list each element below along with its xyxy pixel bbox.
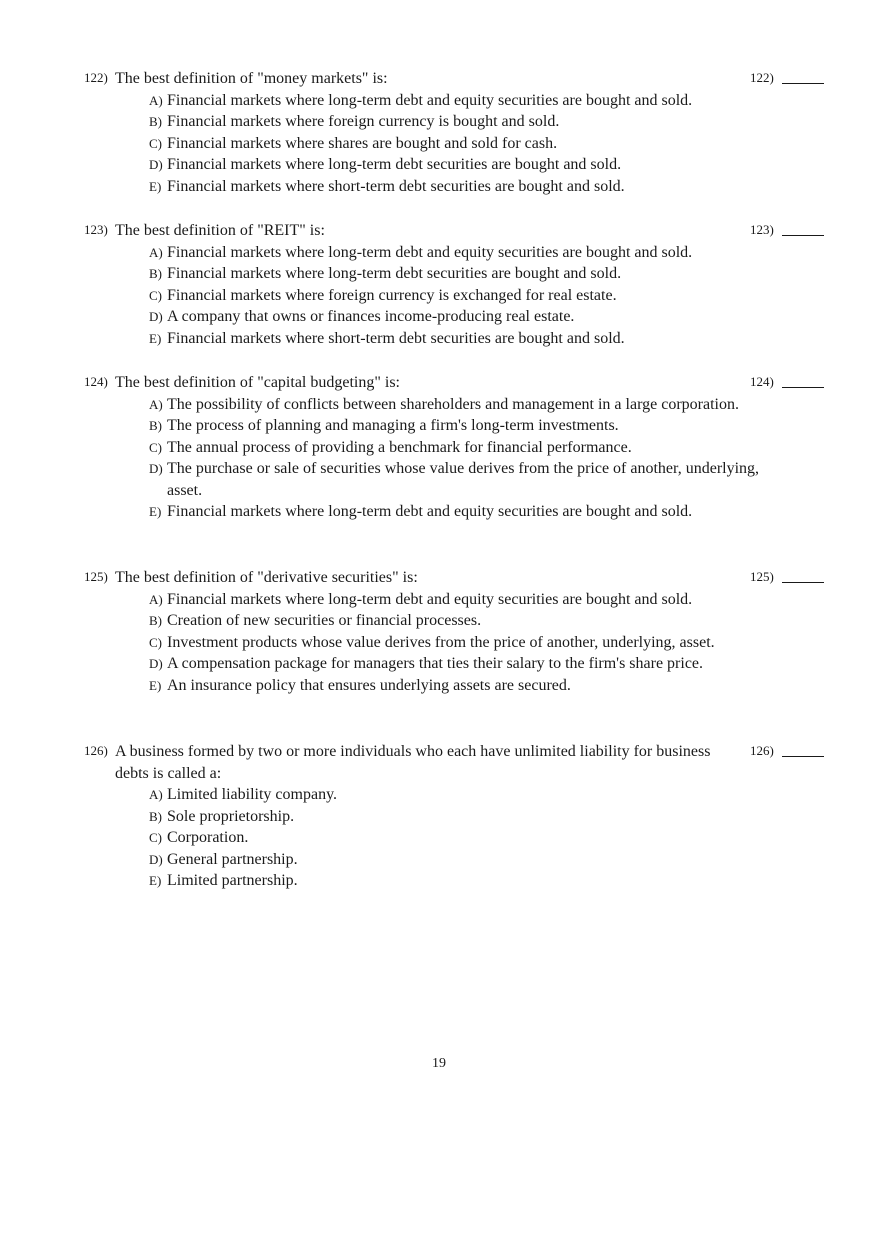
answer-blank[interactable] [782, 235, 824, 236]
choice-text: Financial markets where foreign currency is exchanged for real estate. [167, 286, 617, 304]
choice-letter: C) [149, 830, 162, 845]
choice-letter: B) [149, 418, 162, 433]
choice-list [84, 589, 844, 697]
answer-number: 122) [750, 70, 774, 85]
answer-number: 123) [750, 222, 774, 237]
choice-letter: C) [149, 135, 162, 151]
choice-letter: A) [149, 244, 163, 260]
choice-list [84, 394, 844, 523]
choice-text: Financial markets where shares are bought and sold for cash. [167, 134, 558, 152]
choice-d [84, 306, 767, 328]
choice-letter: B) [149, 808, 162, 824]
choice-text: Financial markets where long-term debt and equity securities are bought and sold. [167, 503, 693, 520]
choice-letter: E) [149, 504, 162, 519]
choice-letter: E) [149, 330, 162, 346]
answer-slot [750, 222, 840, 238]
choice-b [84, 610, 767, 632]
question-number: 125) [84, 569, 108, 584]
choice-text: Financial markets where long-term debt securities are bought and sold. [167, 265, 622, 282]
choice-text: Creation of new securities or financial processes. [167, 612, 482, 629]
choice-text: Financial markets where long-term debt and equity securities are bought and sold. [167, 243, 693, 261]
question-123 [84, 220, 844, 349]
choice-text: Financial markets where short-term debt securities are bought and sold. [167, 329, 625, 347]
question-122 [84, 68, 844, 197]
choice-e [84, 675, 767, 697]
question-number: 123) [84, 222, 108, 237]
question-number: 126) [84, 743, 108, 758]
choice-c [84, 827, 767, 849]
answer-slot [750, 70, 840, 86]
choice-text: An insurance policy that ensures underlying assets are secured. [167, 676, 571, 694]
choice-letter: C) [149, 634, 162, 650]
choice-letter: C) [149, 287, 162, 303]
choice-text: Sole proprietorship. [167, 807, 295, 825]
choice-d [84, 154, 767, 176]
question-number: 122) [84, 70, 108, 85]
choice-letter: E) [149, 178, 162, 194]
choice-letter: E) [149, 873, 162, 888]
choice-letter: D) [149, 309, 163, 324]
choice-letter: B) [149, 114, 162, 129]
choice-text: Corporation. [167, 829, 249, 846]
question-125 [84, 567, 844, 696]
choice-list [84, 242, 844, 350]
choice-b [84, 111, 767, 133]
choice-text: The possibility of conflicts between shareholders and management in a large corporation. [167, 395, 739, 413]
choice-text: Limited liability company. [167, 786, 338, 803]
answer-number: 124) [750, 374, 774, 389]
choice-c [84, 133, 767, 155]
choice-a [84, 394, 767, 416]
question-126 [84, 741, 844, 892]
choice-b [84, 415, 767, 437]
answer-blank[interactable] [782, 582, 824, 583]
choice-text: The process of planning and managing a firm's long-term investments. [167, 417, 619, 434]
choice-d [84, 458, 767, 501]
choice-text: Limited partnership. [167, 872, 298, 889]
choice-letter: A) [149, 92, 163, 108]
choice-text: A compensation package for managers that ties their salary to the firm's share price. [167, 655, 704, 672]
choice-text: General partnership. [167, 850, 298, 868]
choice-list [84, 90, 844, 198]
choice-text: Financial markets where foreign currency is bought and sold. [167, 113, 560, 130]
choice-letter: A) [149, 591, 163, 607]
choice-text: Financial markets where long-term debt and equity securities are bought and sold. [167, 91, 693, 109]
choice-c [84, 437, 767, 459]
choice-c [84, 632, 767, 654]
choice-letter: A) [149, 396, 163, 412]
choice-letter: D) [149, 851, 163, 867]
choice-a [84, 242, 767, 264]
answer-slot [750, 374, 840, 390]
question-124 [84, 372, 844, 523]
choice-b [84, 263, 767, 285]
choice-text: Financial markets where long-term debt securities are bought and sold. [167, 156, 622, 173]
choice-letter: B) [149, 266, 162, 281]
choice-text: The purchase or sale of securities whose value derives from the price of another, underlying, asset. [167, 460, 760, 499]
choice-d [84, 653, 767, 675]
question-stem: The best definition of "capital budgeting" is: [115, 374, 400, 391]
choice-letter: E) [149, 677, 162, 693]
choice-text: Financial markets where short-term debt securities are bought and sold. [167, 177, 625, 195]
choice-text: The annual process of providing a benchmark for financial performance. [167, 438, 632, 456]
answer-blank[interactable] [782, 83, 824, 84]
answer-number: 126) [750, 743, 774, 758]
answer-blank[interactable] [782, 387, 824, 388]
choice-letter: C) [149, 439, 162, 455]
choice-d [84, 849, 767, 871]
question-stem: The best definition of "derivative securities" is: [115, 569, 418, 586]
answer-slot [750, 743, 840, 759]
answer-slot [750, 569, 840, 585]
choice-e [84, 870, 767, 892]
page-number: 19 [432, 1056, 446, 1071]
choice-letter: B) [149, 613, 162, 628]
choice-text: Financial markets where long-term debt and equity securities are bought and sold. [167, 590, 693, 608]
choice-letter: D) [149, 157, 163, 172]
question-number: 124) [84, 374, 108, 389]
choice-text: Investment products whose value derives from the price of another, underlying, asset. [167, 633, 715, 651]
choice-a [84, 90, 767, 112]
choice-letter: D) [149, 461, 163, 476]
choice-b [84, 806, 767, 828]
question-stem: The best definition of "REIT" is: [115, 222, 325, 239]
choice-a [84, 589, 767, 611]
choice-c [84, 285, 767, 307]
answer-number: 125) [750, 569, 774, 584]
question-stem: A business formed by two or more individuals who each have unlimited liability for business debts is called a: [115, 743, 711, 782]
choice-letter: D) [149, 656, 163, 671]
choice-a [84, 784, 767, 806]
choice-text: A company that owns or finances income-producing real estate. [167, 308, 575, 325]
answer-blank[interactable] [782, 756, 824, 757]
question-stem: The best definition of "money markets" is: [115, 70, 388, 87]
choice-e [84, 328, 767, 350]
choice-e [84, 501, 767, 523]
choice-e [84, 176, 767, 198]
choice-letter: A) [149, 787, 163, 802]
choice-list [84, 784, 844, 892]
